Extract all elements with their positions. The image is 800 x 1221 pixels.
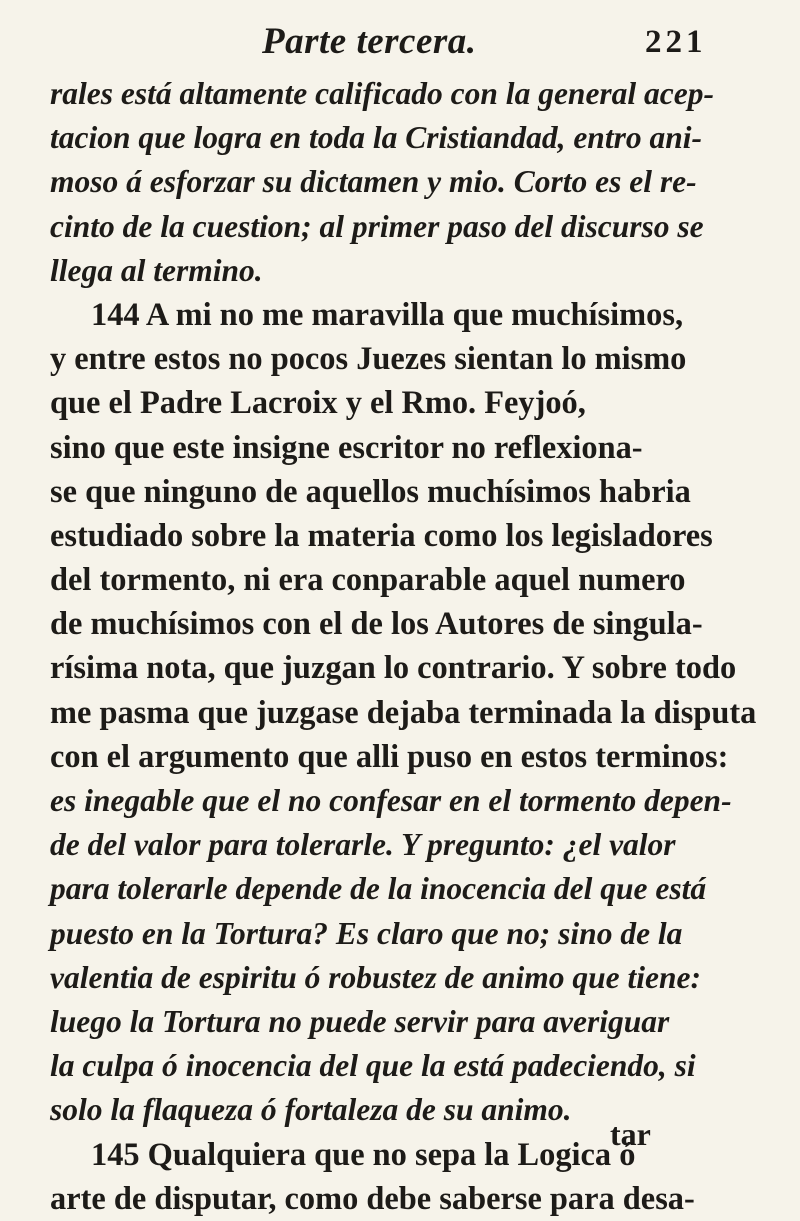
paragraph-144-start: 144 A mi no me maravilla que muchísimos, — [91, 296, 684, 333]
text-line: se que ninguno de aquellos muchísimos habria — [50, 473, 691, 510]
page-number: 221 — [645, 24, 707, 60]
text-line: y entre estos no pocos Juezes sientan lo mismo — [50, 341, 687, 378]
text-line: es inegable que el no confesar en el tormento depen- — [50, 783, 732, 818]
text-line: para tolerarle depende de la inocencia del que está — [50, 871, 707, 907]
text-line: valentia de espiritu ó robustez de animo que tiene: — [50, 959, 701, 995]
text-line: moso á esforzar su dictamen y mio. Corto es el re- — [50, 164, 697, 200]
text-line: estudiado sobre la materia como los legisladores — [50, 517, 713, 554]
text-line: de del valor para tolerarle. Y pregunto: ¿el valor — [50, 827, 676, 863]
text-line: del tormento, ni era conparable aquel numero — [50, 562, 686, 599]
body-text — [50, 72, 760, 1221]
text-line: que el Padre Lacroix y el Rmo. Feyjoó, — [50, 385, 586, 422]
text-line: arte de disputar, como debe saberse para desa- — [50, 1180, 695, 1217]
text-line: llega al termino. — [50, 252, 263, 288]
text-line: sino que este insigne escritor no reflexiona- — [50, 429, 643, 466]
paragraph-145-start: 145 Qualquiera que no sepa la Logica ó — [91, 1136, 636, 1173]
text-line: de muchísimos con el de los Autores de singula- — [50, 606, 703, 643]
text-line: puesto en la Tortura? Es claro que no; sino de la — [50, 915, 683, 951]
text-line: cinto de la cuestion; al primer paso del discurso se — [50, 208, 704, 244]
text-line: rales está altamente calificado con la general acep- — [50, 76, 715, 111]
page-header — [0, 20, 800, 70]
text-line: me pasma que juzgase dejaba terminada la disputa — [50, 694, 757, 731]
text-line: tacion que logra en toda la Cristiandad, entro ani- — [50, 120, 702, 156]
text-line: luego la Tortura no puede servir para averiguar — [50, 1003, 670, 1039]
text-line: solo la flaqueza ó fortaleza de su animo. — [50, 1092, 572, 1128]
catchword: tar — [610, 1116, 651, 1152]
text-line: la culpa ó inocencia del que la está padeciendo, si — [50, 1048, 696, 1084]
text-line: rísima nota, que juzgan lo contrario. Y sobre todo — [50, 650, 737, 687]
text-line: con el argumento que alli puso en estos terminos: — [50, 738, 729, 775]
running-head: Parte tercera. — [262, 21, 477, 62]
